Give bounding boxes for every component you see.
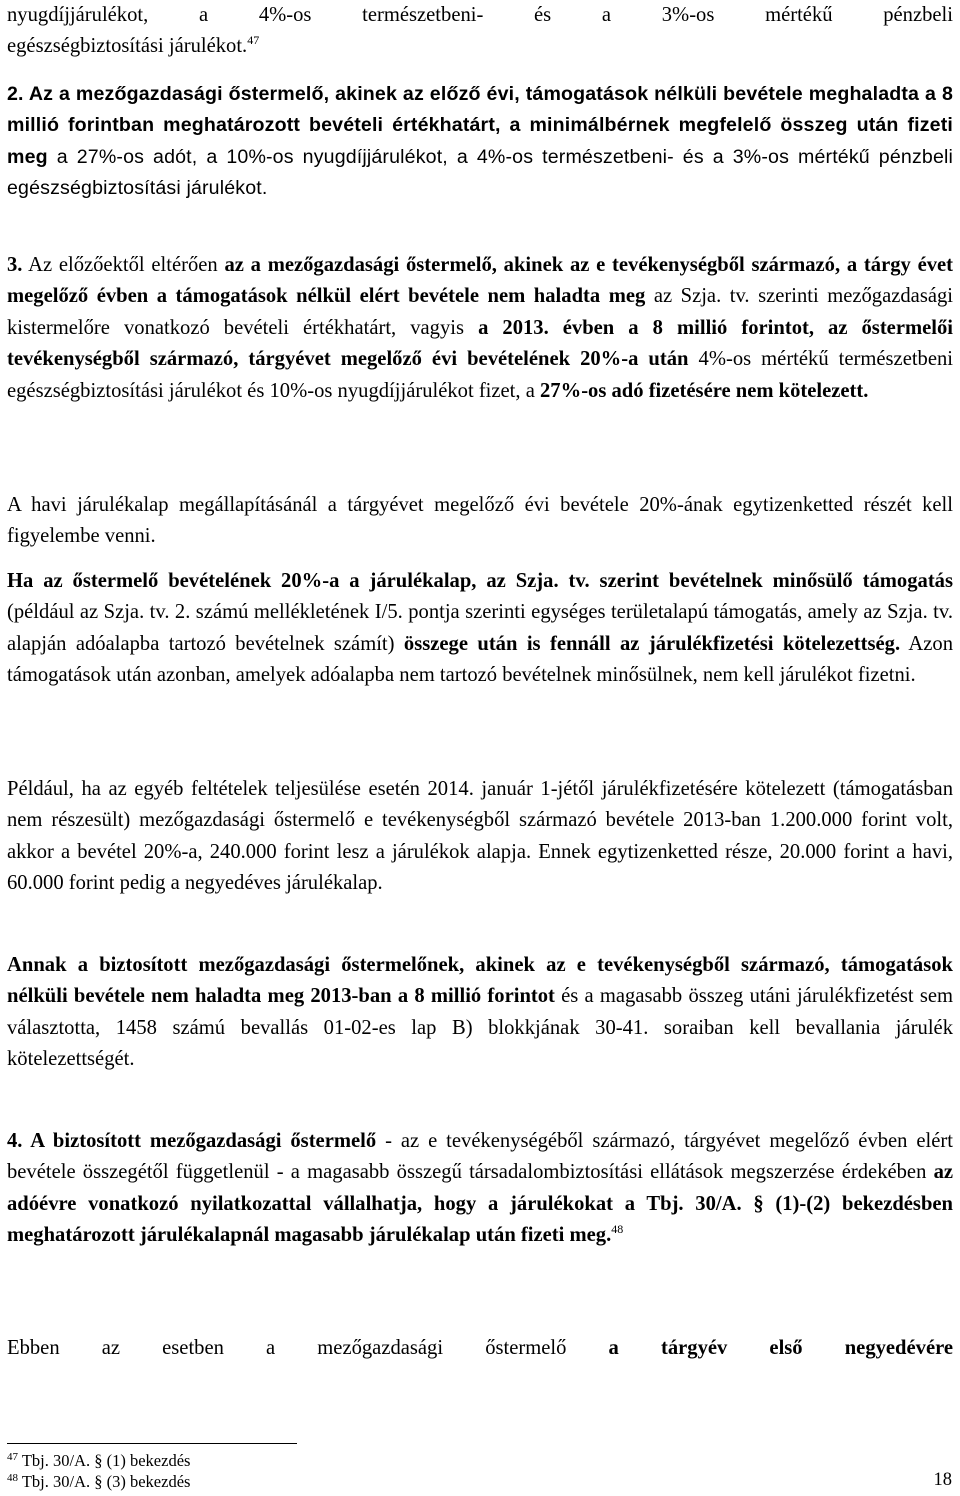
footnote-47	[7, 1451, 190, 1471]
text: Ebben az esetben a mezőgazdasági őstermelő	[7, 1337, 609, 1359]
bold-text: 27%-os adó fizetésére nem kötelezett.	[540, 379, 869, 402]
text: az Szja. tv. szerinti mezőgazdasági kistermelőre vonatkozó bevételi értékhatárt, vagyis	[7, 285, 953, 339]
paragraph	[7, 79, 953, 205]
bold-text: Ha az őstermelő bevételének 20%-a a járulékalap, az Szja. tv. szerint bevételnek minősülő támogatás	[7, 570, 953, 592]
text: 4%-os mértékű természetbeni egészségbiztosítási járulékot és 10%-os nyugdíjjárulékot fizet, a	[7, 348, 954, 402]
paragraph	[7, 1333, 953, 1364]
paragraph	[7, 31, 953, 62]
footnote-48	[7, 1472, 190, 1492]
footnote-ref: 48	[611, 1222, 624, 1237]
text: a 27%-os adót, a 10%-os nyugdíjjárulékot, a 4%-os természetbeni- és a 3%-os mértékű pénzbeli egészségbiztosítási járulékot.	[7, 145, 953, 200]
text: (például az Szja. tv. 2. számú mellékletének I/5. pontja szerinti egységes területalapú támogatás, amely az Szja. tv. alapján adóalapba tartozó bevételnek számít)	[7, 601, 953, 655]
text: - az e tevékenységéből származó, tárgyévet megelőző évben elért bevétele összegétől függetlenül - a magasabb összegű társadalombiztosítási ellátások megszerzése érdekében	[7, 1130, 953, 1184]
paragraph	[7, 1126, 953, 1252]
footnote-text: Tbj. 30/A. § (3) bekezdés	[21, 1472, 191, 1491]
text: Azon támogatások után azonban, amelyek adóalapba nem tartozó bevételnek minősülnek, nem kell járulékot fizetni.	[7, 632, 953, 687]
text: Például, ha az egyéb feltételek teljesülése esetén 2014. január 1-jétől járulékfizetésére kötelezett (támogatásban nem részesült) mezőgazdasági őstermelő e tevékenységből származó bevétele 2013-ban 1.200.000 forint volt, akkor a bevétel 20%-a, 240.000 forint lesz a járulékok alapja. Ennek egytizenketted része, 20.000 forint a havi, 60.000 forint pedig a negyedéves járulékalap.	[7, 778, 953, 895]
paragraph	[7, 950, 953, 1076]
bold-text: 2. Az a mezőgazdasági őstermelő, akinek az előző évi, támogatások nélküli bevétele meghaladta a 8 millió forintban meghatározott bevételi értékhatárt, a minimálbérnek megfelelő összeg után fizeti meg	[7, 83, 953, 168]
bold-text: Annak a biztosított mezőgazdasági őstermelőnek, akinek az e tevékenységből származó, támogatások nélküli bevétele nem haladta meg 2013-ban a 8 millió forintot	[7, 954, 953, 1008]
bold-text: 4. A biztosított mezőgazdasági őstermelő	[7, 1130, 377, 1152]
paragraph	[7, 566, 953, 692]
footnote-text: Tbj. 30/A. § (1) bekezdés	[21, 1451, 191, 1470]
paragraph	[7, 490, 953, 553]
bold-text: a tárgyév első negyedévére	[608, 1337, 953, 1359]
paragraph	[7, 774, 953, 900]
footnote-ref: 47	[247, 33, 260, 47]
text: és a magasabb összeg utáni járulékfizetést sem választotta, 1458 számú bevallás 01-02-es lap B) blokkjának 30-41. soraiban kell bevallania járulék kötelezettségét.	[7, 985, 953, 1071]
footnote-number: 48	[7, 1472, 18, 1484]
text: A havi járulékalap megállapításánál a tárgyévet megelőző évi bevétele 20%-ának egytizenketted részét kell figyelembe venni.	[7, 494, 953, 548]
text: egészségbiztosítási járulékot.	[7, 35, 248, 57]
bold-text: az adóévre vonatkozó nyilatkozattal vállalhatja, hogy a járulékokat a Tbj. 30/A. § (1)-(2) bekezdésben meghatározott járulékalapnál magasabb járulékalap után fizeti meg.	[7, 1161, 953, 1247]
text: nyugdíjjárulékot, a 4%-os természetbeni- és a 3%-os mértékű pénzbeli	[7, 4, 953, 26]
bold-text: 3.	[7, 254, 23, 276]
footnote-separator	[7, 1443, 297, 1444]
footnote-number: 47	[7, 1451, 18, 1463]
paragraph	[7, 250, 953, 407]
bold-text: összege után is fennáll az járulékfizetési kötelezettség.	[403, 632, 901, 655]
text: Az előzőektől eltérően	[22, 254, 225, 276]
bold-text: a 2013. évben a 8 millió forintot, az őstermelői tevékenységből származó, tárgyévet megelőző évi bevételének 20%-a után	[7, 316, 953, 371]
page-number: 18	[933, 1470, 952, 1490]
bold-text: az a mezőgazdasági őstermelő, akinek az e tevékenységből származó, a tárgy évet megelőző évben a támogatások nélkül elért bevétele nem haladta meg	[7, 254, 953, 308]
paragraph	[7, 0, 953, 31]
